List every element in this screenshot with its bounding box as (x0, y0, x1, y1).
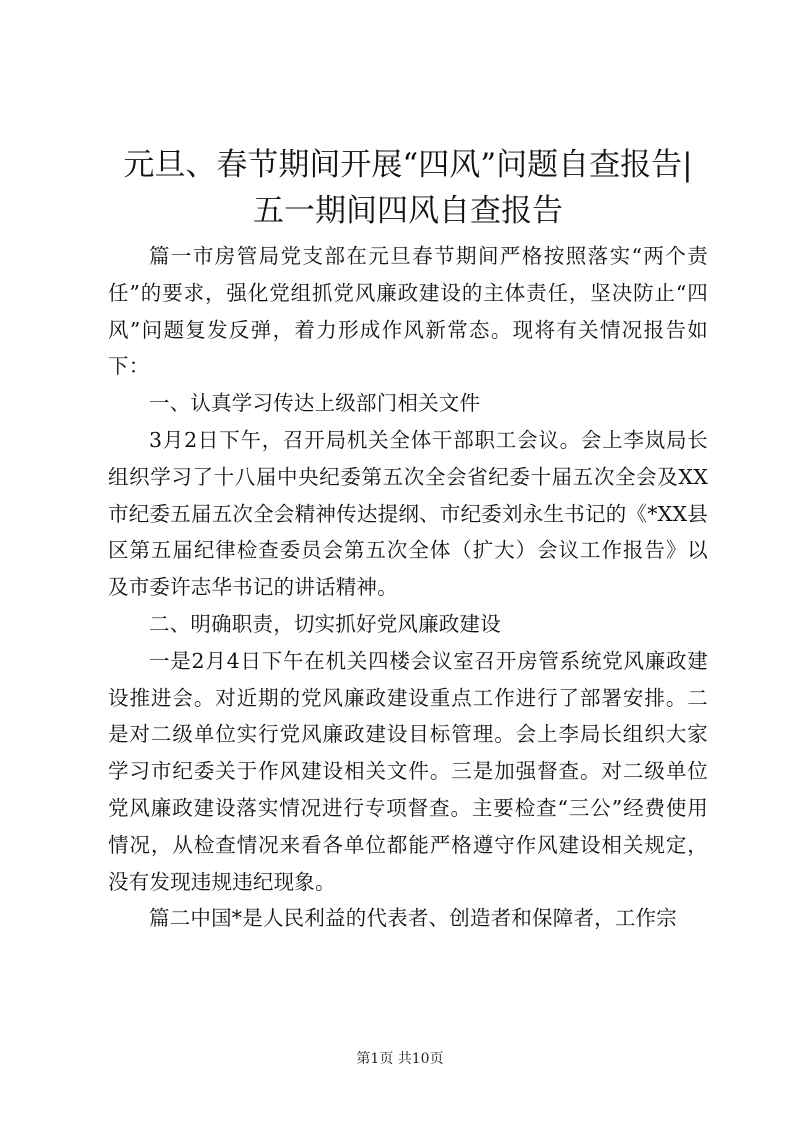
document-content (108, 142, 708, 937)
paragraph-measures: 一是2月4日下午在机关四楼会议室召开房管系统党风廉政建设推进会。对近期的党风廉政建设重点工作进行了部署安排。二是对二级单位实行党风廉政建设目标管理。会上李局长组织大家学习市纪委关于作风建设相关文件。三是加强督查。对二级单位党风廉政建设落实情况进行专项督查。主要检查“三公”经费使用情况，从检查情况来看各单位都能严格遵守作风建设相关规定，没有发现违规违纪现象。 (108, 648, 708, 894)
paragraph-meeting: 3月2日下午，召开局机关全体干部职工会议。会上李岚局长组织学习了十八届中央纪委第五次全会省纪委十届五次全会及XX市纪委五届五次全会精神传达提纲、市纪委刘永生书记的《*XX县区第五届纪律检查委员会第五次全体（扩大）会议工作报告》以及市委许志华书记的讲话精神。 (108, 427, 708, 600)
page-footer: 第1页 共10页 (356, 1051, 444, 1067)
document-body (108, 238, 708, 937)
paragraph-part-two: 篇二中国*是人民利益的代表者、创造者和保障者，工作宗 (149, 906, 677, 931)
paragraph-intro: 篇一市房管局党支部在元旦春节期间严格按照落实“两个责任”的要求，强化党组抓党风廉政建设的主体责任，坚决防止“四风”问题复发反弹，着力形成作风新常态。现将有关情况报告如下： (108, 244, 708, 379)
title-line-2: 五一期间四风自查报告 (253, 193, 563, 229)
section-heading-1: 一、认真学习传达上级部门相关文件 (149, 391, 481, 416)
document-title (108, 142, 708, 234)
section-heading-2: 二、明确职责，切实抓好党风廉政建设 (149, 611, 501, 636)
title-line-1: 元旦、春节期间开展“四风”问题自查报告| (123, 147, 693, 183)
